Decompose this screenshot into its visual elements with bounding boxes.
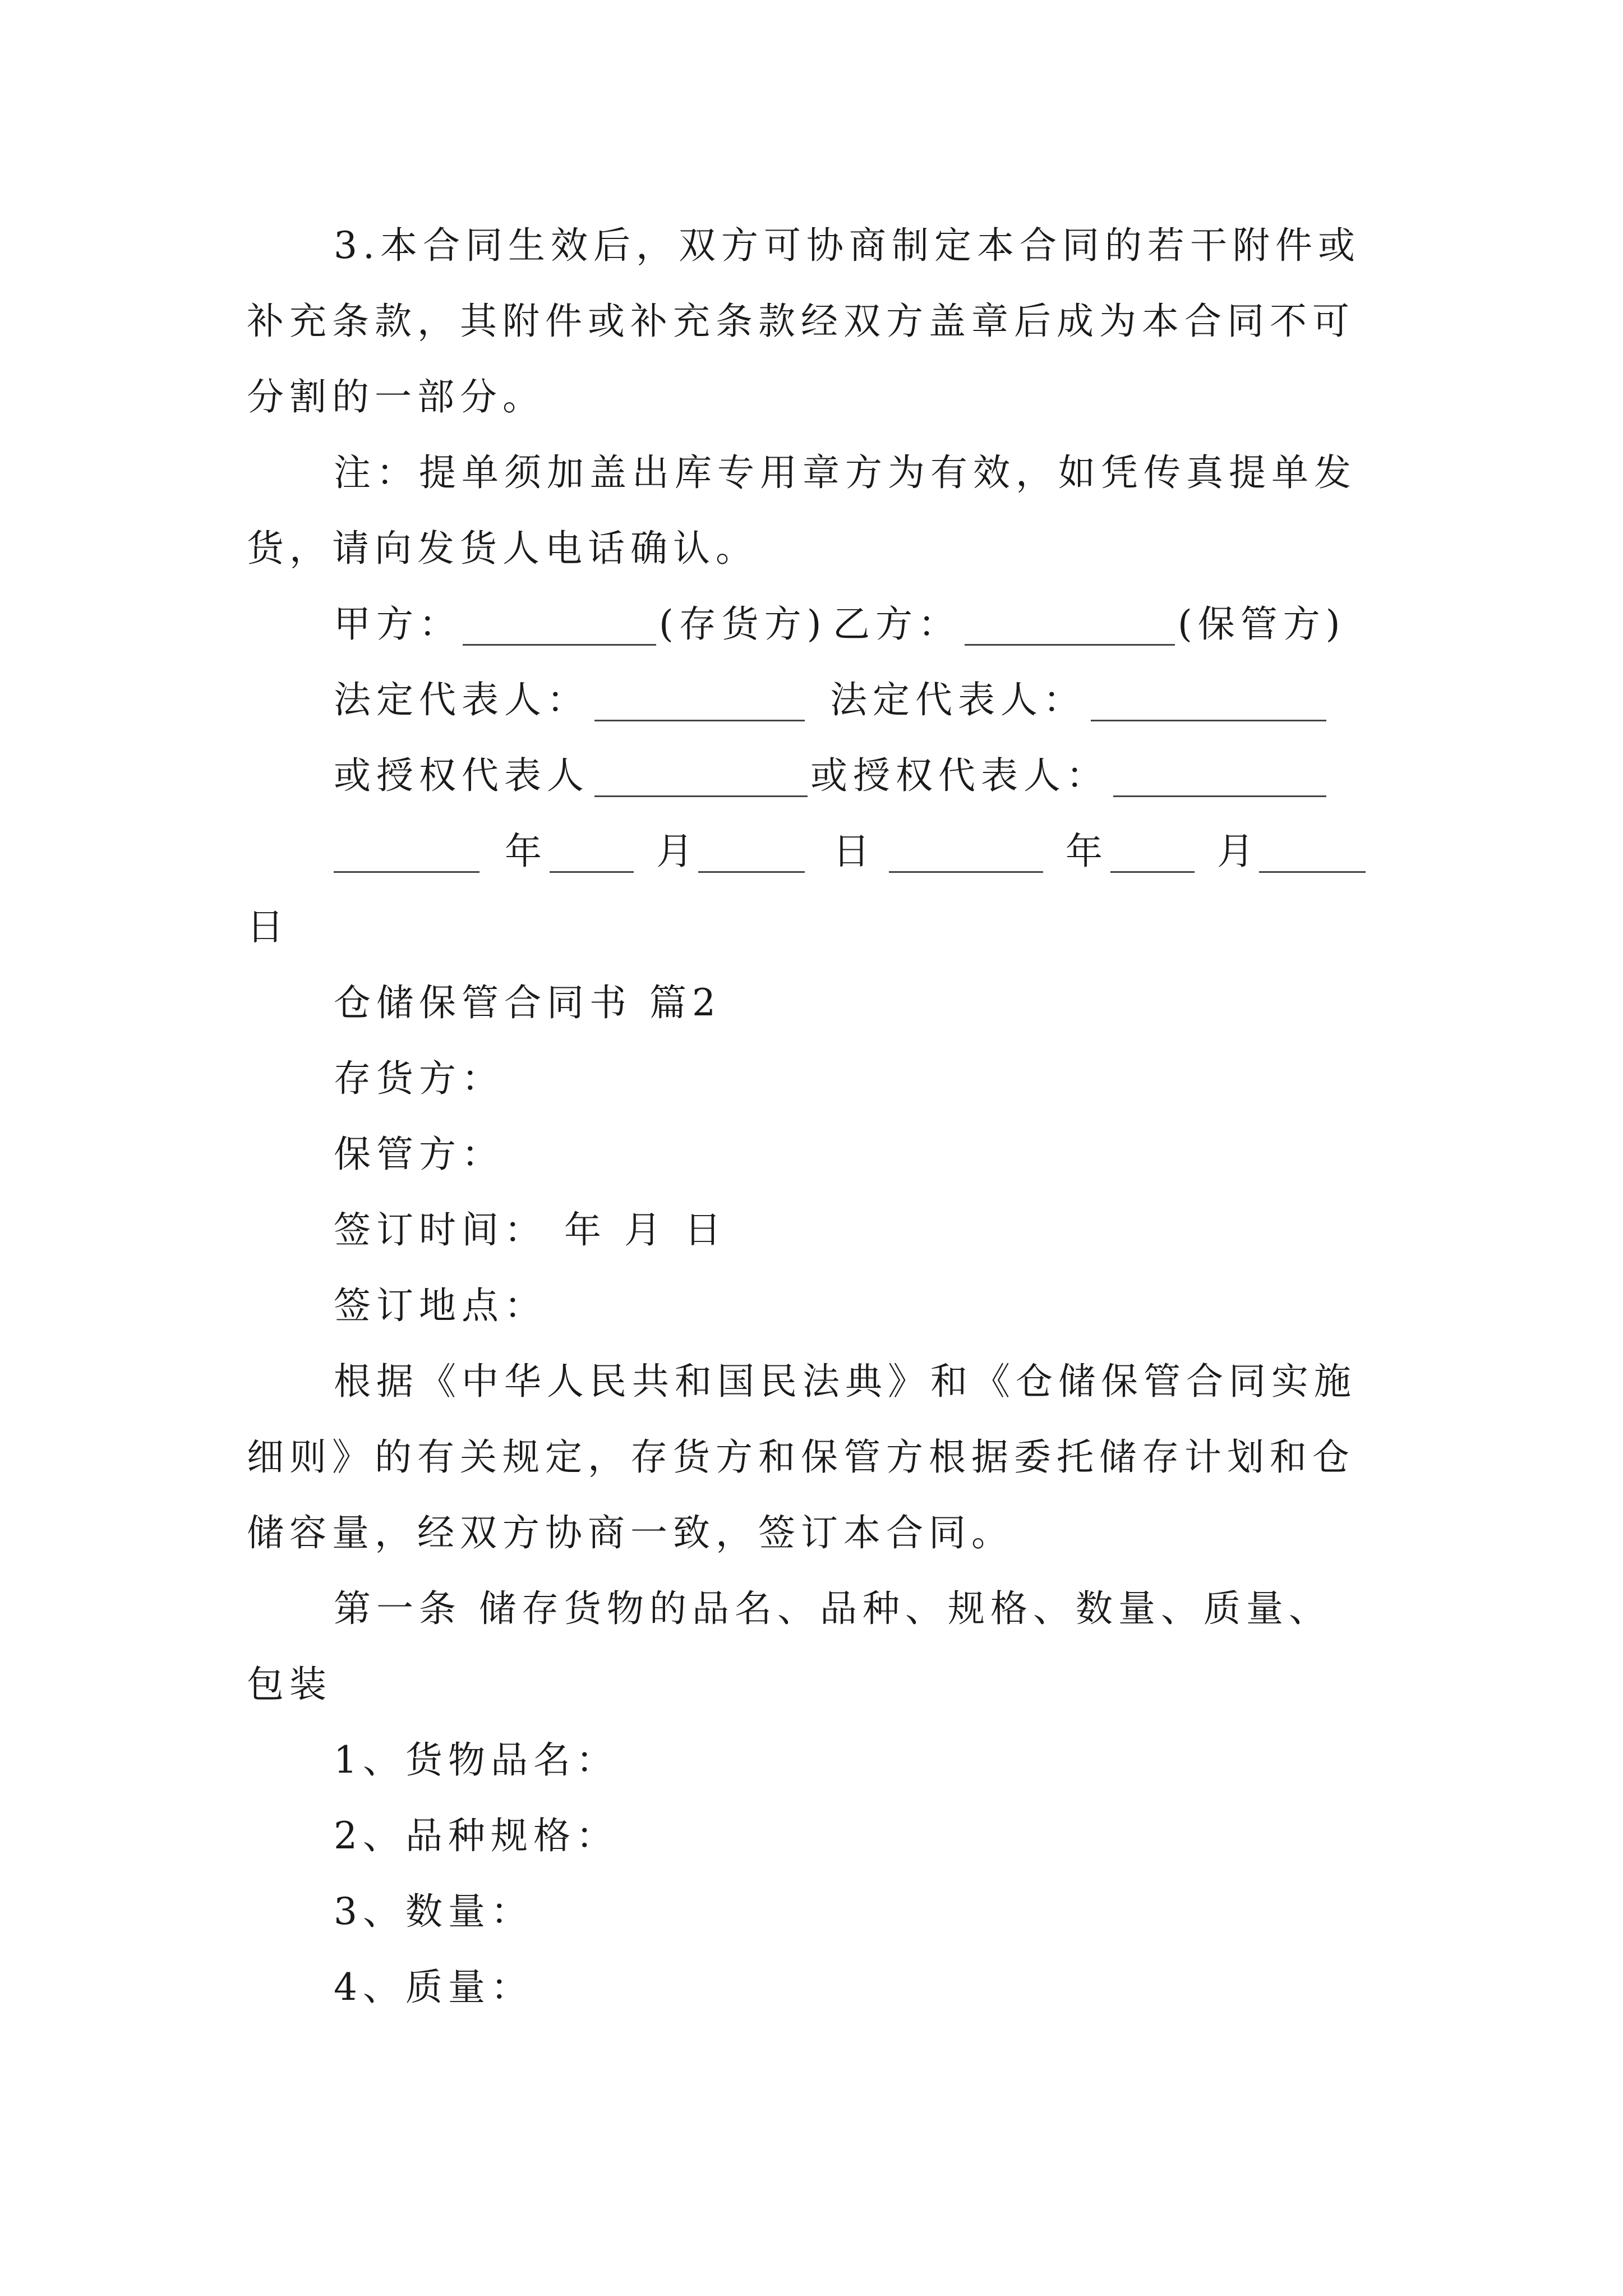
preamble-text-3: 储容量，经双方协商一致，签订本合同。 (247, 1511, 1014, 1554)
auth-rep-a-blank (594, 795, 808, 797)
legal-rep-b-label: 法定代表人： (830, 678, 1086, 721)
party-a-blank (463, 644, 656, 646)
day-a-blank (698, 871, 805, 873)
party-b-role: (保管方) (1178, 602, 1346, 646)
item-quantity: 3、数量： (334, 1890, 533, 1933)
paragraph-3-text-3: 分割的一部分。 (247, 375, 545, 418)
paragraph-3-text-1: 3.本合同生效后，双方可协商制定本合同的若干附件或 (334, 224, 1361, 267)
item-goods-name: 1、货物品名： (334, 1738, 619, 1782)
depositor-label: 存货方： (334, 1057, 504, 1100)
signing-time-label: 签订时间： 年 月 日 (334, 1208, 727, 1251)
custodian-label: 保管方： (334, 1133, 504, 1176)
preamble-text-1: 根据《中华人民共和国民法典》和《仓储保管合同实施 (334, 1360, 1357, 1403)
preamble-text-2: 细则》的有关规定，存货方和保管方根据委托储存计划和仓 (247, 1435, 1355, 1479)
year-a-blank (334, 871, 479, 873)
item-quality: 4、质量： (334, 1966, 533, 2009)
contract-2-title: 仓储保管合同书 篇2 (334, 981, 721, 1024)
month-b-blank (1110, 871, 1195, 873)
year-b-label: 年 (1066, 830, 1108, 873)
month-a-label: 月 (656, 830, 699, 873)
auth-rep-b-label: 或授权代表人： (810, 754, 1109, 797)
note-text-1: 注：提单须加盖出库专用章方为有效，如凭传真提单发 (334, 451, 1357, 494)
year-a-label: 年 (505, 830, 547, 873)
year-b-blank (889, 871, 1043, 873)
party-b-blank (965, 644, 1175, 646)
month-b-label: 月 (1217, 830, 1260, 873)
auth-rep-b-blank (1113, 795, 1326, 797)
paragraph-3-text-2: 补充条款，其附件或补充条款经双方盖章后成为本合同不可 (247, 300, 1355, 343)
legal-rep-a-blank (594, 720, 805, 721)
note-text-2: 货，请向发货人电话确认。 (247, 527, 758, 570)
day-b-label: 日 (247, 905, 289, 949)
legal-rep-a-label: 法定代表人： (334, 678, 589, 721)
party-b-label: 乙方： (833, 602, 961, 646)
party-a-label: 甲方： (334, 602, 462, 646)
article-1-text-1: 第一条 储存货物的品名、品种、规格、数量、质量、 (334, 1587, 1331, 1630)
month-a-blank (550, 871, 634, 873)
auth-rep-a-label: 或授权代表人 (334, 754, 589, 797)
day-b-blank (1259, 871, 1366, 873)
party-a-role: (存货方) (659, 602, 827, 646)
legal-rep-b-blank (1091, 720, 1326, 721)
signing-place-label: 签订地点： (334, 1284, 547, 1327)
day-a-label: 日 (833, 830, 875, 873)
article-1-text-2: 包装 (247, 1663, 332, 1706)
item-variety-spec: 2、品种规格： (334, 1814, 619, 1857)
